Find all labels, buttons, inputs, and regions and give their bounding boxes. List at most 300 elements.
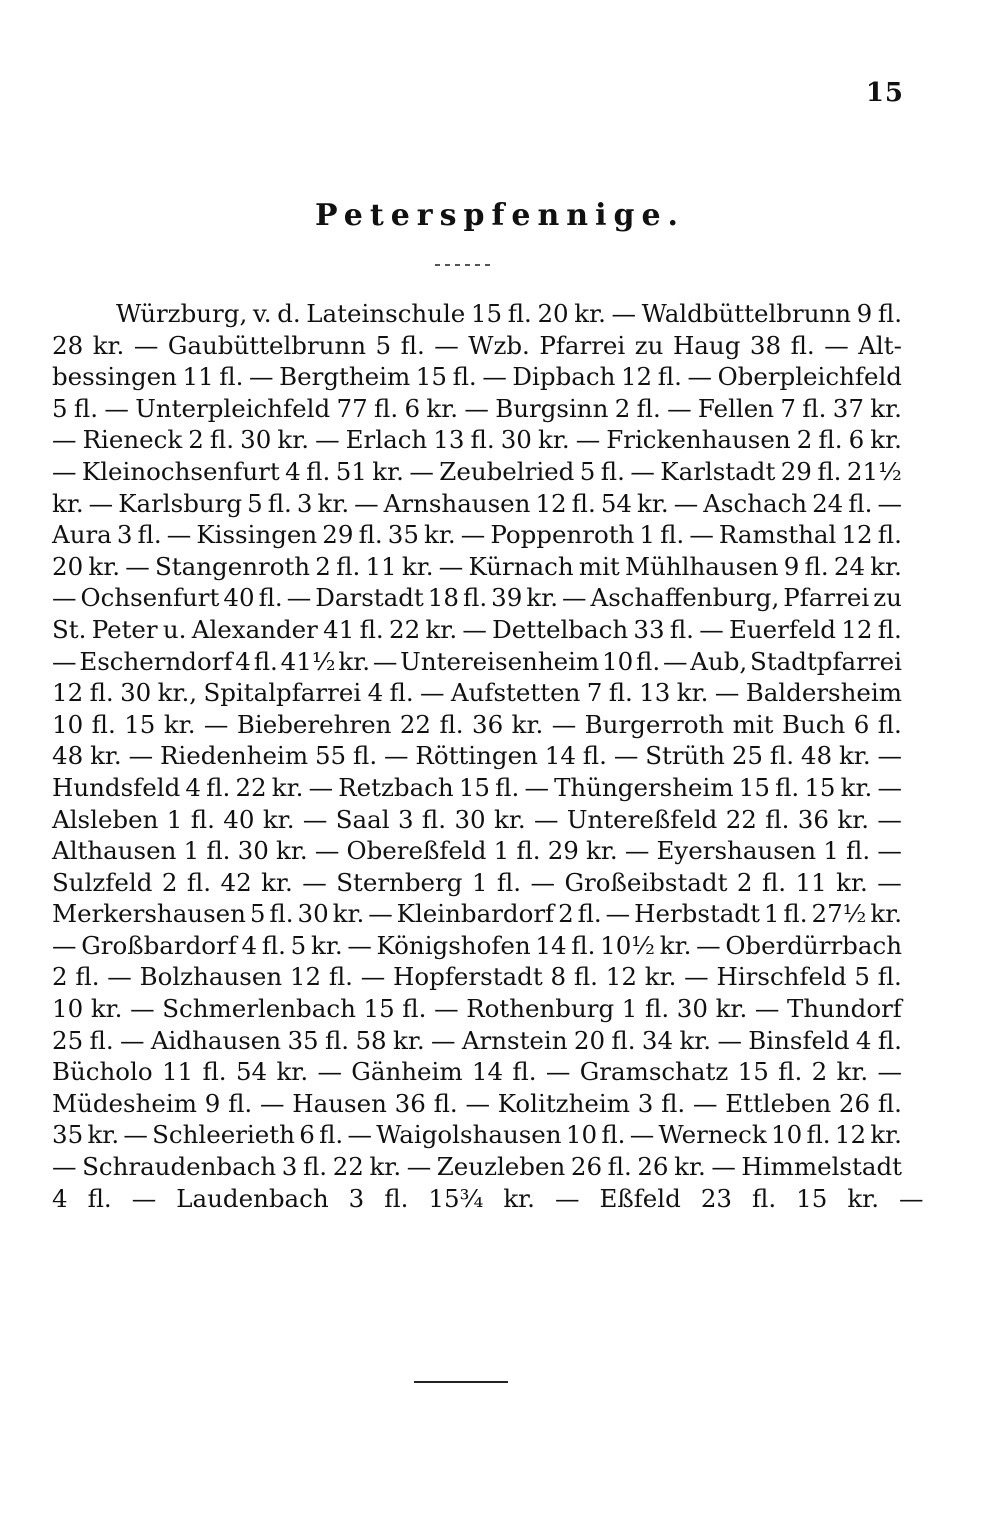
word: — (384, 741, 409, 771)
word: — (687, 362, 712, 392)
word: Müdesheim (52, 1088, 197, 1118)
word: — (465, 1088, 490, 1118)
word: 48 (800, 741, 833, 771)
word: Haug (672, 330, 741, 360)
text-line (52, 898, 902, 930)
word: Waldbüttelbrunn (641, 299, 852, 328)
word: kr. (836, 1057, 869, 1087)
word: fl. (358, 520, 383, 550)
word: — (554, 1183, 580, 1213)
word: Untereisenheim (400, 646, 600, 676)
word: kr. (276, 836, 308, 866)
word: 12 (605, 962, 637, 992)
word: 14 (544, 741, 576, 771)
word: fl. (137, 520, 162, 550)
word: kr. (271, 772, 304, 802)
word: St. (52, 614, 87, 644)
word: Aschaffenburg, (590, 583, 780, 613)
word: Gramschatz (579, 1057, 729, 1087)
word: Aura (52, 520, 112, 550)
word: kr. (637, 488, 669, 518)
text-line (52, 519, 902, 551)
word: — (434, 994, 459, 1024)
word: 22 (235, 772, 267, 802)
word: 9 (856, 299, 873, 328)
word: 26 (637, 1152, 669, 1182)
word: — (317, 1057, 342, 1087)
word: — (717, 1025, 742, 1055)
word: Baldersheim (745, 678, 902, 708)
word: 11 (795, 867, 827, 897)
word: 14 (535, 930, 567, 960)
word: mit (732, 709, 774, 739)
word: fl. (582, 741, 607, 771)
word: fl. (761, 867, 787, 897)
word: fl. (267, 488, 292, 518)
text-line (52, 930, 902, 962)
word: Großbardorf (81, 930, 237, 960)
word: fl. (607, 1152, 632, 1182)
word: Schmerlenbach (162, 994, 356, 1024)
word: Obereßfeld (346, 836, 487, 866)
word: — (133, 330, 159, 360)
word: 10 (602, 646, 634, 676)
word: kr. (840, 772, 873, 802)
word: 55 (314, 741, 347, 771)
word: 6 (853, 709, 870, 739)
word: fl. (790, 330, 815, 360)
word: fl. (470, 425, 495, 455)
word: fl. (516, 836, 541, 866)
word: 10 (52, 994, 84, 1024)
word: fl. (75, 962, 100, 992)
text-line (52, 1025, 902, 1057)
word: — (684, 962, 709, 992)
word: fl. (577, 899, 602, 929)
word: fl. (507, 299, 532, 328)
word: d. (277, 299, 301, 328)
word: — (52, 425, 77, 455)
word: fl. (91, 709, 116, 739)
word: kr. (537, 425, 570, 455)
word: 22 (725, 804, 757, 834)
word: 2 (558, 899, 574, 929)
word: — (52, 456, 77, 486)
word: Merkershausen (52, 899, 246, 929)
word: Riedenheim (159, 741, 309, 771)
text-line (52, 772, 902, 804)
word: fl. (877, 520, 902, 550)
word: Oberpleichfeld (717, 362, 902, 392)
word: Thüngersheim (554, 772, 734, 802)
word: Zeubelried (439, 456, 575, 486)
word: 23 (700, 1183, 732, 1213)
word: — (406, 1152, 432, 1182)
word: 15 (363, 994, 395, 1024)
text-line (52, 1119, 902, 1151)
word: — (347, 1120, 372, 1150)
word: 1 (823, 836, 839, 866)
word: 40 (223, 804, 255, 834)
word: kr. (87, 1120, 120, 1150)
word: fl. (269, 899, 294, 929)
word: — (347, 930, 372, 960)
word: Kissingen (196, 520, 318, 550)
word: — (434, 330, 459, 360)
word: 2 (736, 867, 753, 897)
word: fl. (462, 583, 488, 613)
word: Würzburg, (116, 299, 248, 328)
heading-ornament (412, 262, 512, 268)
word: Hopferstadt (393, 962, 543, 992)
word: kr. (317, 488, 350, 518)
word: — (107, 962, 132, 992)
word: — (689, 520, 714, 550)
word: Ochsenfurt (80, 583, 220, 613)
word: — (754, 994, 780, 1024)
text-line (52, 740, 902, 772)
word: fl. (877, 962, 902, 992)
word: 15 (796, 1183, 828, 1213)
word: — (88, 488, 114, 518)
word: 54 (600, 488, 632, 518)
word: Hundsfeld (52, 772, 181, 802)
word: fl. (601, 1120, 626, 1150)
word: fl. (253, 646, 278, 676)
word: fl. (765, 804, 790, 834)
word: Arnstein (461, 1025, 568, 1055)
text-line (52, 330, 902, 362)
word: kr. (644, 962, 677, 992)
word: 6 (848, 425, 865, 455)
word: — (462, 614, 487, 644)
word: 51 (335, 456, 367, 486)
word: — (877, 804, 902, 834)
word: fl. (389, 678, 414, 708)
closing-rule (414, 1381, 508, 1383)
word: kr. (401, 551, 434, 581)
word: 1 (471, 867, 488, 897)
word: 12 (52, 678, 84, 708)
word: Sternberg (336, 867, 463, 897)
word: — (52, 1152, 77, 1182)
word: 54 (235, 1057, 268, 1087)
word: fl. (190, 804, 215, 834)
word: fl. (660, 520, 685, 550)
word: fl. (306, 456, 331, 486)
word: 15 (737, 1057, 769, 1087)
word: kr. (277, 425, 310, 455)
word: 36 (472, 709, 504, 739)
word: 9 (783, 551, 800, 581)
word: fl. (817, 456, 842, 486)
word: kr. (511, 709, 544, 739)
word: fl. (209, 425, 235, 455)
word: 4 (52, 1183, 68, 1213)
word: fl. (600, 456, 625, 486)
text-line (52, 835, 902, 867)
word: fl. (877, 709, 902, 739)
word: 4 (285, 456, 301, 486)
word: 30 (676, 994, 708, 1024)
word: kr. (276, 1057, 309, 1087)
word: 24 (833, 551, 866, 581)
word: 36 (797, 804, 829, 834)
text-line (52, 709, 902, 741)
word: 9 (204, 1088, 221, 1118)
word: fl. (775, 772, 800, 802)
word: Rieneck (82, 425, 183, 455)
word: — (898, 1183, 924, 1213)
word: Alsleben (52, 804, 159, 834)
text-line (52, 646, 902, 678)
word: kr. (338, 646, 371, 676)
word: kr. (837, 804, 870, 834)
word: Buch (781, 709, 846, 739)
word: fl. (877, 299, 902, 328)
word: 4 (235, 646, 251, 676)
word: Poppenroth (490, 520, 635, 550)
word: Alt- (858, 330, 902, 360)
word: fl. (302, 1152, 328, 1182)
word: kr. (870, 551, 902, 581)
word: 2 (315, 551, 331, 581)
word: 5 (249, 899, 266, 929)
word: fl. (439, 709, 464, 739)
word: 39 (491, 583, 523, 613)
word: kr. (836, 867, 868, 897)
word: kr. (372, 456, 404, 486)
word: — (630, 456, 655, 486)
word: Retzbach (338, 772, 454, 802)
word: 13 (433, 425, 465, 455)
word: 4 (185, 772, 202, 802)
text-line (52, 867, 902, 899)
word: — (545, 1057, 571, 1087)
word: Himmelstadt (741, 1152, 902, 1182)
word: 13 (639, 678, 671, 708)
word: 15 (124, 709, 156, 739)
word: 35 (387, 520, 419, 550)
word: — (120, 1025, 145, 1055)
word: — (482, 362, 507, 392)
word: Werneck (658, 1120, 767, 1150)
word: fl. (402, 994, 427, 1024)
word: Großeibstadt (564, 867, 728, 897)
word: 20 (573, 1025, 606, 1055)
word: Binsfeld (748, 1025, 850, 1055)
word: 36 (394, 1088, 426, 1118)
word: 10 (565, 1120, 598, 1150)
section-heading: Peterspfennige. (315, 198, 685, 233)
word: 34 (641, 1025, 674, 1055)
word: 15 (415, 362, 447, 392)
word: Sulzfeld (52, 867, 153, 897)
word: 41 (323, 614, 355, 644)
word: Aufstetten (450, 678, 581, 708)
word: Aidhausen (150, 1025, 282, 1055)
word: 3 (348, 1183, 365, 1213)
word: — (696, 930, 721, 960)
word: 30 (454, 804, 486, 834)
word: fl. (336, 551, 361, 581)
word: — (714, 678, 740, 708)
word: 29 (780, 456, 812, 486)
word: Karlstadt (660, 456, 776, 486)
word: — (314, 836, 340, 866)
word: 5 (375, 330, 392, 360)
word: fl. (89, 678, 114, 708)
word: Kleinbardorf (396, 899, 555, 929)
word: Dettelbach (492, 614, 629, 644)
word: 48 (52, 741, 84, 771)
word: — (52, 583, 77, 613)
word: — (286, 583, 312, 613)
word: fl. (319, 1120, 344, 1150)
word: — (534, 804, 559, 834)
word: 12 (620, 362, 653, 392)
word: 35 (52, 1120, 84, 1150)
word: 1 (763, 899, 780, 929)
word: — (52, 930, 77, 960)
word: 15 (738, 772, 770, 802)
word: fl. (636, 393, 661, 423)
word: fl. (73, 393, 99, 423)
word: — (360, 962, 386, 992)
word: 35 (287, 1025, 319, 1055)
word: 15 (470, 299, 503, 328)
word: fl. (495, 772, 520, 802)
text-line (52, 551, 902, 583)
word: 15 (804, 772, 836, 802)
word: 8 (550, 962, 567, 992)
word: Bergtheim (279, 362, 411, 392)
word: 5 (290, 930, 307, 960)
text-line (52, 993, 902, 1025)
word: Pfarrei (539, 330, 626, 360)
word: 7 (780, 393, 796, 423)
word: — (624, 836, 650, 866)
word: 28 (52, 330, 84, 360)
page-number: 15 (865, 78, 904, 108)
word: 10 (771, 1120, 803, 1150)
word: u. (162, 614, 187, 644)
word: — (530, 867, 555, 897)
word: — (368, 899, 393, 929)
word: 11 (365, 551, 397, 581)
word: 40 (223, 583, 255, 613)
word: — (315, 425, 340, 455)
word: 12 (535, 488, 567, 518)
word: — (130, 994, 155, 1024)
word: 22 (332, 1152, 364, 1182)
word: kr. (715, 994, 748, 1024)
word: fl. (657, 362, 682, 392)
word: fl. (846, 836, 871, 866)
word: Unterpleichfeld (135, 393, 331, 423)
word: — (877, 772, 902, 802)
word: — (464, 393, 489, 423)
word: fl. (384, 1183, 409, 1213)
word: 11 (182, 362, 214, 392)
word: — (673, 488, 699, 518)
word: kr. (679, 1025, 712, 1055)
word: kr., (157, 678, 198, 708)
word: 14 (471, 1057, 504, 1087)
word: 2 (52, 962, 68, 992)
word: 38 (749, 330, 782, 360)
word: 4 (367, 678, 384, 708)
word: — (824, 330, 849, 360)
word: — (260, 1088, 285, 1118)
word: 12 (289, 962, 322, 992)
word: — (460, 520, 486, 550)
word: Alexander (191, 614, 318, 644)
text-line (52, 582, 902, 614)
word: kr. (870, 393, 902, 423)
word: — (128, 741, 154, 771)
word: Zeuzleben (436, 1152, 566, 1182)
word: kr. (392, 1025, 425, 1055)
text-line (52, 1056, 902, 1088)
word: Dipbach (512, 362, 616, 392)
word: — (166, 520, 192, 550)
word: 30 (120, 678, 152, 708)
word: kr. (92, 330, 125, 360)
word: fl. (818, 425, 843, 455)
word: — (692, 1088, 718, 1118)
word: Laudenbach (176, 1183, 329, 1213)
word: kr. (90, 994, 123, 1024)
word: 12 (841, 520, 873, 550)
word: — (613, 741, 639, 771)
word: fl. (87, 1183, 112, 1213)
word: — (667, 393, 692, 423)
word: fl. (877, 1088, 902, 1118)
word: 26 (838, 1088, 871, 1118)
word: Althausen (52, 836, 177, 866)
word: mit (578, 551, 620, 581)
word: — (605, 899, 631, 929)
word: zu (873, 583, 902, 613)
text-line (52, 488, 902, 520)
word: — (420, 678, 445, 708)
text-line (52, 298, 902, 330)
word: Karlsburg (118, 488, 243, 518)
word: fl. (202, 1057, 227, 1087)
word: 1 (166, 804, 183, 834)
donation-list (52, 298, 924, 1214)
word: kr. (676, 678, 709, 708)
word: 30 (237, 836, 269, 866)
word: 37 (832, 393, 864, 423)
word: Schraudenbach (82, 1152, 277, 1182)
word: 41½ (280, 646, 336, 676)
word: fl. (258, 583, 283, 613)
word: 22 (389, 614, 421, 644)
word: Erlach (345, 425, 428, 455)
word: 3 (296, 488, 313, 518)
word: fl. (400, 330, 425, 360)
word: fl. (433, 1088, 458, 1118)
word: Escherndorf (79, 646, 233, 676)
word: fl. (877, 614, 902, 644)
word: 22 (399, 709, 431, 739)
word: 3 (397, 804, 414, 834)
word: kr. (659, 930, 692, 960)
word: Kürnach (468, 551, 574, 581)
text-line (52, 1183, 924, 1215)
